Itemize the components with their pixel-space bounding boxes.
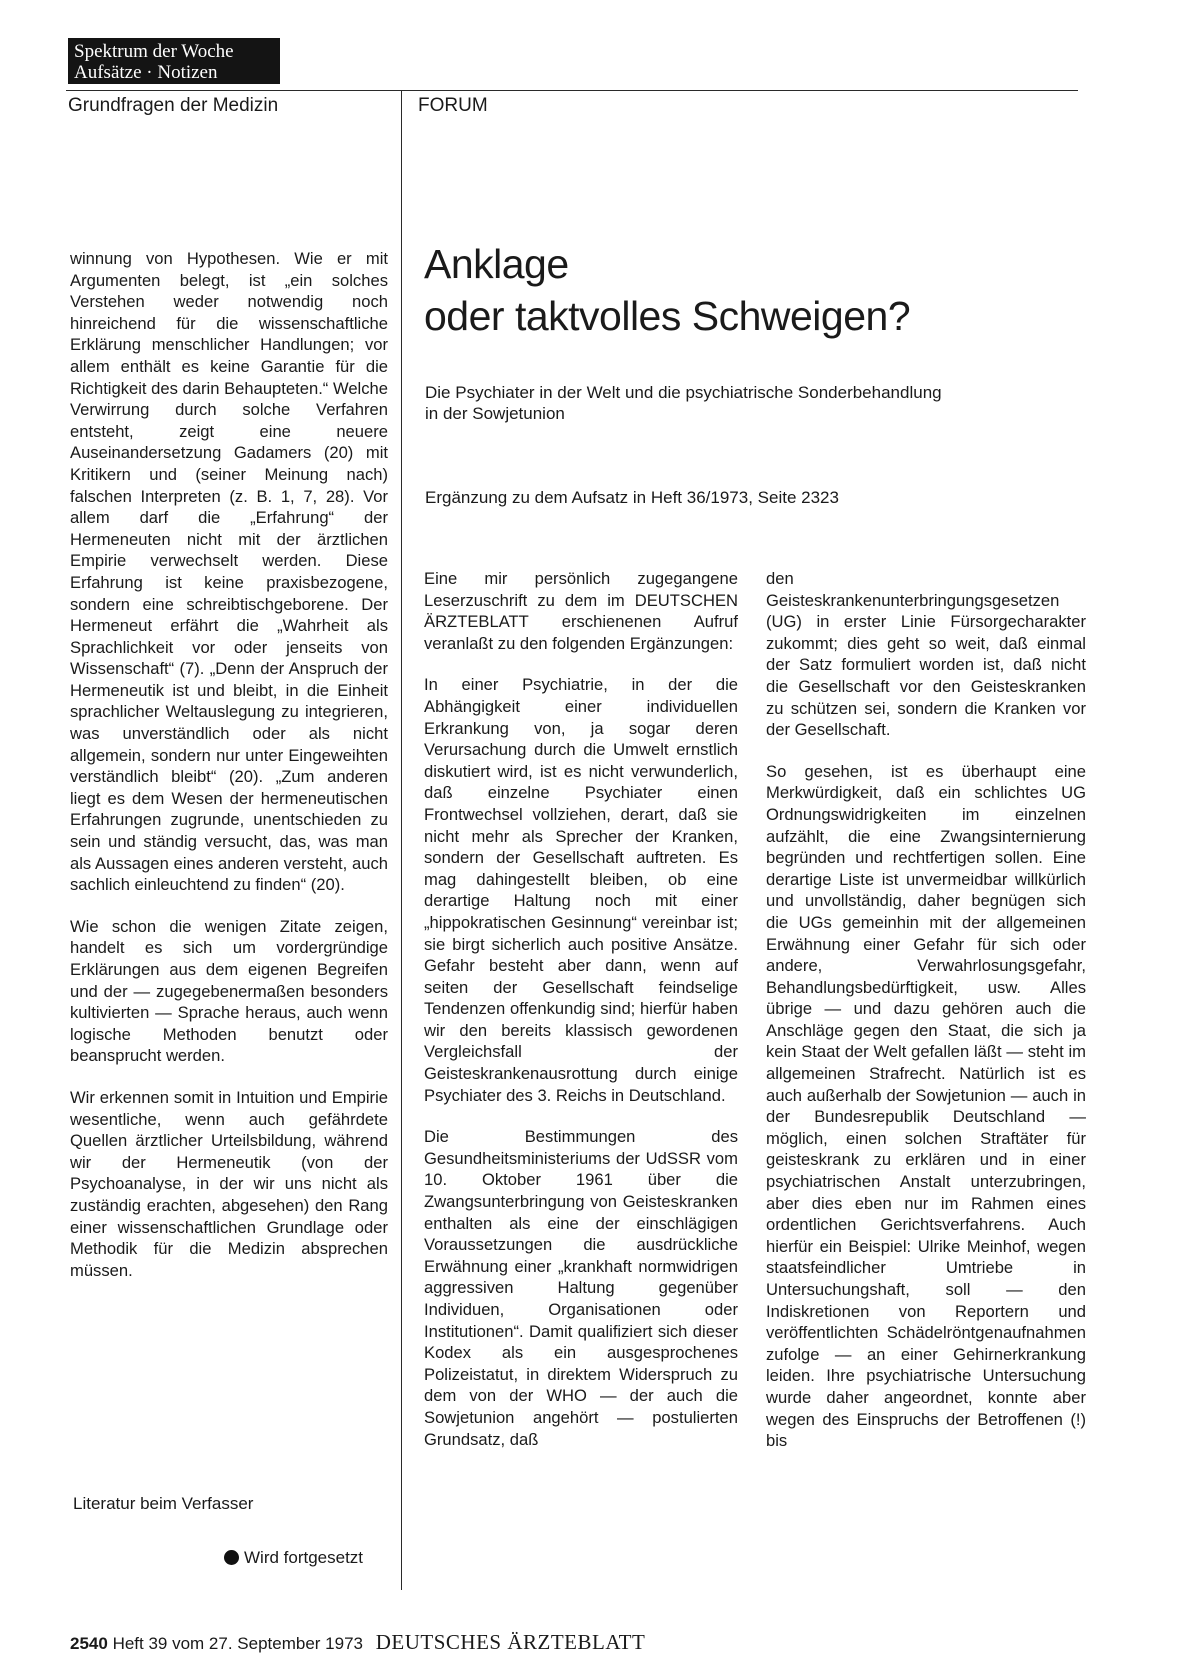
left-paragraph-3: Wir erkennen somit in Intuition und Empirie wesentliche, wenn auch gefährdete Quellen ärztlicher Urteilsbildung, während wir der Hermeneutik (von der Psychoanalyse, in der wir uns nicht als zuständig erachten, abgesehen) den Rang einer wissenschaftlichen Grundlage oder Methodik für die Medizin absprechen müssen.	[70, 1087, 388, 1280]
article-subtitle-line-1: Die Psychiater in der Welt und die psychiatrische Sonderbehandlung	[425, 383, 942, 402]
right-paragraph-1: den Geisteskrankenunterbringungsgesetzen (UG) in erster Linie Fürsorgecharakter zukommt; dies geht so weit, daß einmal der Satz formuliert worden ist, daß nicht die Gesellschaft vor den Geisteskranken zu schützen sei, sondern die Kranken vor der Gesellschaft.	[766, 569, 1086, 740]
middle-paragraph-1: Eine mir persönlich zugegangene Leserzuschrift zu dem im DEUTSCHEN ÄRZTEBLATT erschienenen Aufruf veranlaßt zu den folgenden Ergänzungen:	[424, 569, 738, 653]
middle-paragraph-3: Die Bestimmungen des Gesundheitsministeriums der UdSSR vom 10. Oktober 1961 über die Zwangsunterbringung von Geisteskranken enthalten als eine der einschlägigen Voraussetzungen die ausdrückliche Erwähnung einer „krankhaft normwidrigen aggressiven Haltung gegenüber Individuen, Organisationen oder Institutionen“. Damit qualifiziert sich dieser Kodex als ein ausgesprochenes Polizeistatut, in direktem Widerspruch zu dem von der WHO — der auch die Sowjetunion angehört — postulierten Grundsatz, daß	[424, 1127, 738, 1449]
article-supplement-note: Ergänzung zu dem Aufsatz in Heft 36/1973, Seite 2323	[425, 488, 839, 507]
middle-paragraph-2: In einer Psychiatrie, in der die Abhängigkeit einer individuellen Erkrankung von, ja sogar deren Verursachung durch die Umwelt ernstlich diskutiert wird, ist es nicht verwunderlich, daß einzelne Psychiater einen Frontwechsel vollziehen, derart, daß sie nicht mehr als Sprecher der Kranken, sondern der Gesellschaft auftreten. Es mag dahingestellt bleiben, ob eine derartige Haltung noch mit einer „hippokratischen Gesinnung“ vereinbar ist; sie birgt sicherlich auch positive Ansätze. Gefahr besteht aber dann, wenn auf seiten der Gesellschaft feindselige Tendenzen offenkundig sind; hierfür haben wir den bereits klassisch gewordenen Vergleichsfall der Geisteskrankenausrottung durch einige Psychiater des 3. Reichs in Deutschland.	[424, 675, 738, 1105]
left-column	[70, 248, 388, 1301]
right-paragraph-2: So gesehen, ist es überhaupt eine Merkwürdigkeit, daß ein schlichtes UG Ordnungswidrigkeiten im einzelnen aufzählt, die eine Zwangsinternierung begründen und rechtfertigen sollen. Eine derartige Liste ist unvermeidbar willkürlich und unvollständig, daher begnügen sich die UGs gemeinhin mit der allgemeinen Erwähnung einer Gefahr für sich oder andere, Verwahrlosungsgefahr, Behandlungsbedürftigkeit, usw. Alles übrige — und dazu gehören auch die Anschläge gegen den Staat, die sich ja kein Staat der Welt gefallen läßt — steht im allgemeinen Strafrecht. Natürlich ist es auch außerhalb der Sowjetunion — auch in der Bundesrepublik Deutschland — möglich, einen solchen Straftäter für geisteskrank zu erklären und in einer psychiatrischen Anstalt unterzubringen, aber dies eben nur im Rahmen eines ordentlichen Gerichtsverfahrens. Auch hierfür ein Beispiel: Ulrike Meinhof, wegen staatsfeindlicher Umtriebe in Untersuchungshaft, soll — den Indiskretionen von Reportern und veröffentlichten Schädelröntgenaufnahmen zufolge — an einer Gehirnerkrankung leiden. Ihre psychiatrische Untersuchung wurde daher angeordnet, konnte aber wegen des Einspruchs der Betroffenen (!) bis	[766, 761, 1086, 1451]
journal-name: DEUTSCHES ÄRZTEBLATT	[375, 1630, 646, 1654]
article-title	[424, 238, 1064, 342]
middle-column	[424, 568, 738, 1470]
article-title-line-1: Anklage	[424, 241, 569, 287]
badge-line-2: Aufsätze · Notizen	[74, 62, 218, 83]
page-footer	[70, 1630, 645, 1655]
left-paragraph-1: winnung von Hypothesen. Wie er mit Argumenten belegt, ist „ein solches Verstehen weder notwendig noch hinreichend für die wissenschaftliche Erklärung menschlicher Handlungen; vor allem enthält es keine Garantie für die Richtigkeit des darin Behaupteten.“ Welche Verwirrung durch solche Verfahren entsteht, zeigt eine neuere Auseinandersetzung Gadamers (20) mit Kritikern und (seiner Meinung nach) falschen Interpreten (z. B. 1, 7, 28). Vor allem darf die „Erfahrung“ der Hermeneuten nicht mit der ärztlichen Empirie verwechselt werden. Diese Erfahrung ist keine praxisbezogene, sondern eine schreibtischgeborene. Der Hermeneut erfährt die „Wahrheit als Sprachlichkeit vor oder jenseits von Wissenschaft“ (7). „Denn der Anspruch der Hermeneutik ist und bleibt, in die Einheit sprachlicher Weltauslegung zu integrieren, was unverständlich oder als nicht allgemein, sondern nur unter Eingeweihten verständlich bleibt“ (20). „Zum anderen liegt es dem Wesen der hermeneutischen Erfahrungen zugrunde, unentschieden zu sein und ständig versucht, das, was man als Aussagen eines anderen versteht, auch sachlich einleuchtend zu finden“ (20).	[70, 249, 388, 895]
left-paragraph-2: Wie schon die wenigen Zitate zeigen, handelt es sich um vordergründige Erklärungen aus dem eigenen Begreifen und der — zugegebenermaßen besonders kultivierten — Sprache heraus, auch wenn logische Methoden benutzt oder beansprucht werden.	[70, 916, 388, 1066]
literature-note: Literatur beim Verfasser	[73, 1494, 254, 1513]
continued-marker	[224, 1548, 363, 1568]
header-rule-right	[402, 90, 1078, 91]
section-title-right: FORUM	[418, 95, 488, 116]
right-column	[766, 568, 1086, 1472]
section-title-left: Grundfragen der Medizin	[68, 95, 279, 116]
continued-text: Wird fortgesetzt	[244, 1548, 364, 1567]
section-badge	[68, 38, 280, 84]
header-rule-left	[66, 90, 402, 91]
article-subtitle-line-2: in der Sowjetunion	[425, 404, 565, 423]
bullet-icon	[224, 1550, 239, 1565]
column-divider	[401, 90, 402, 1590]
article-subtitle	[425, 382, 1065, 424]
badge-line-1: Spektrum der Woche	[74, 41, 234, 62]
issue-info: Heft 39 vom 27. September 1973	[112, 1634, 363, 1653]
article-title-line-2: oder taktvolles Schweigen?	[424, 293, 911, 339]
page-number: 2540	[70, 1634, 108, 1653]
